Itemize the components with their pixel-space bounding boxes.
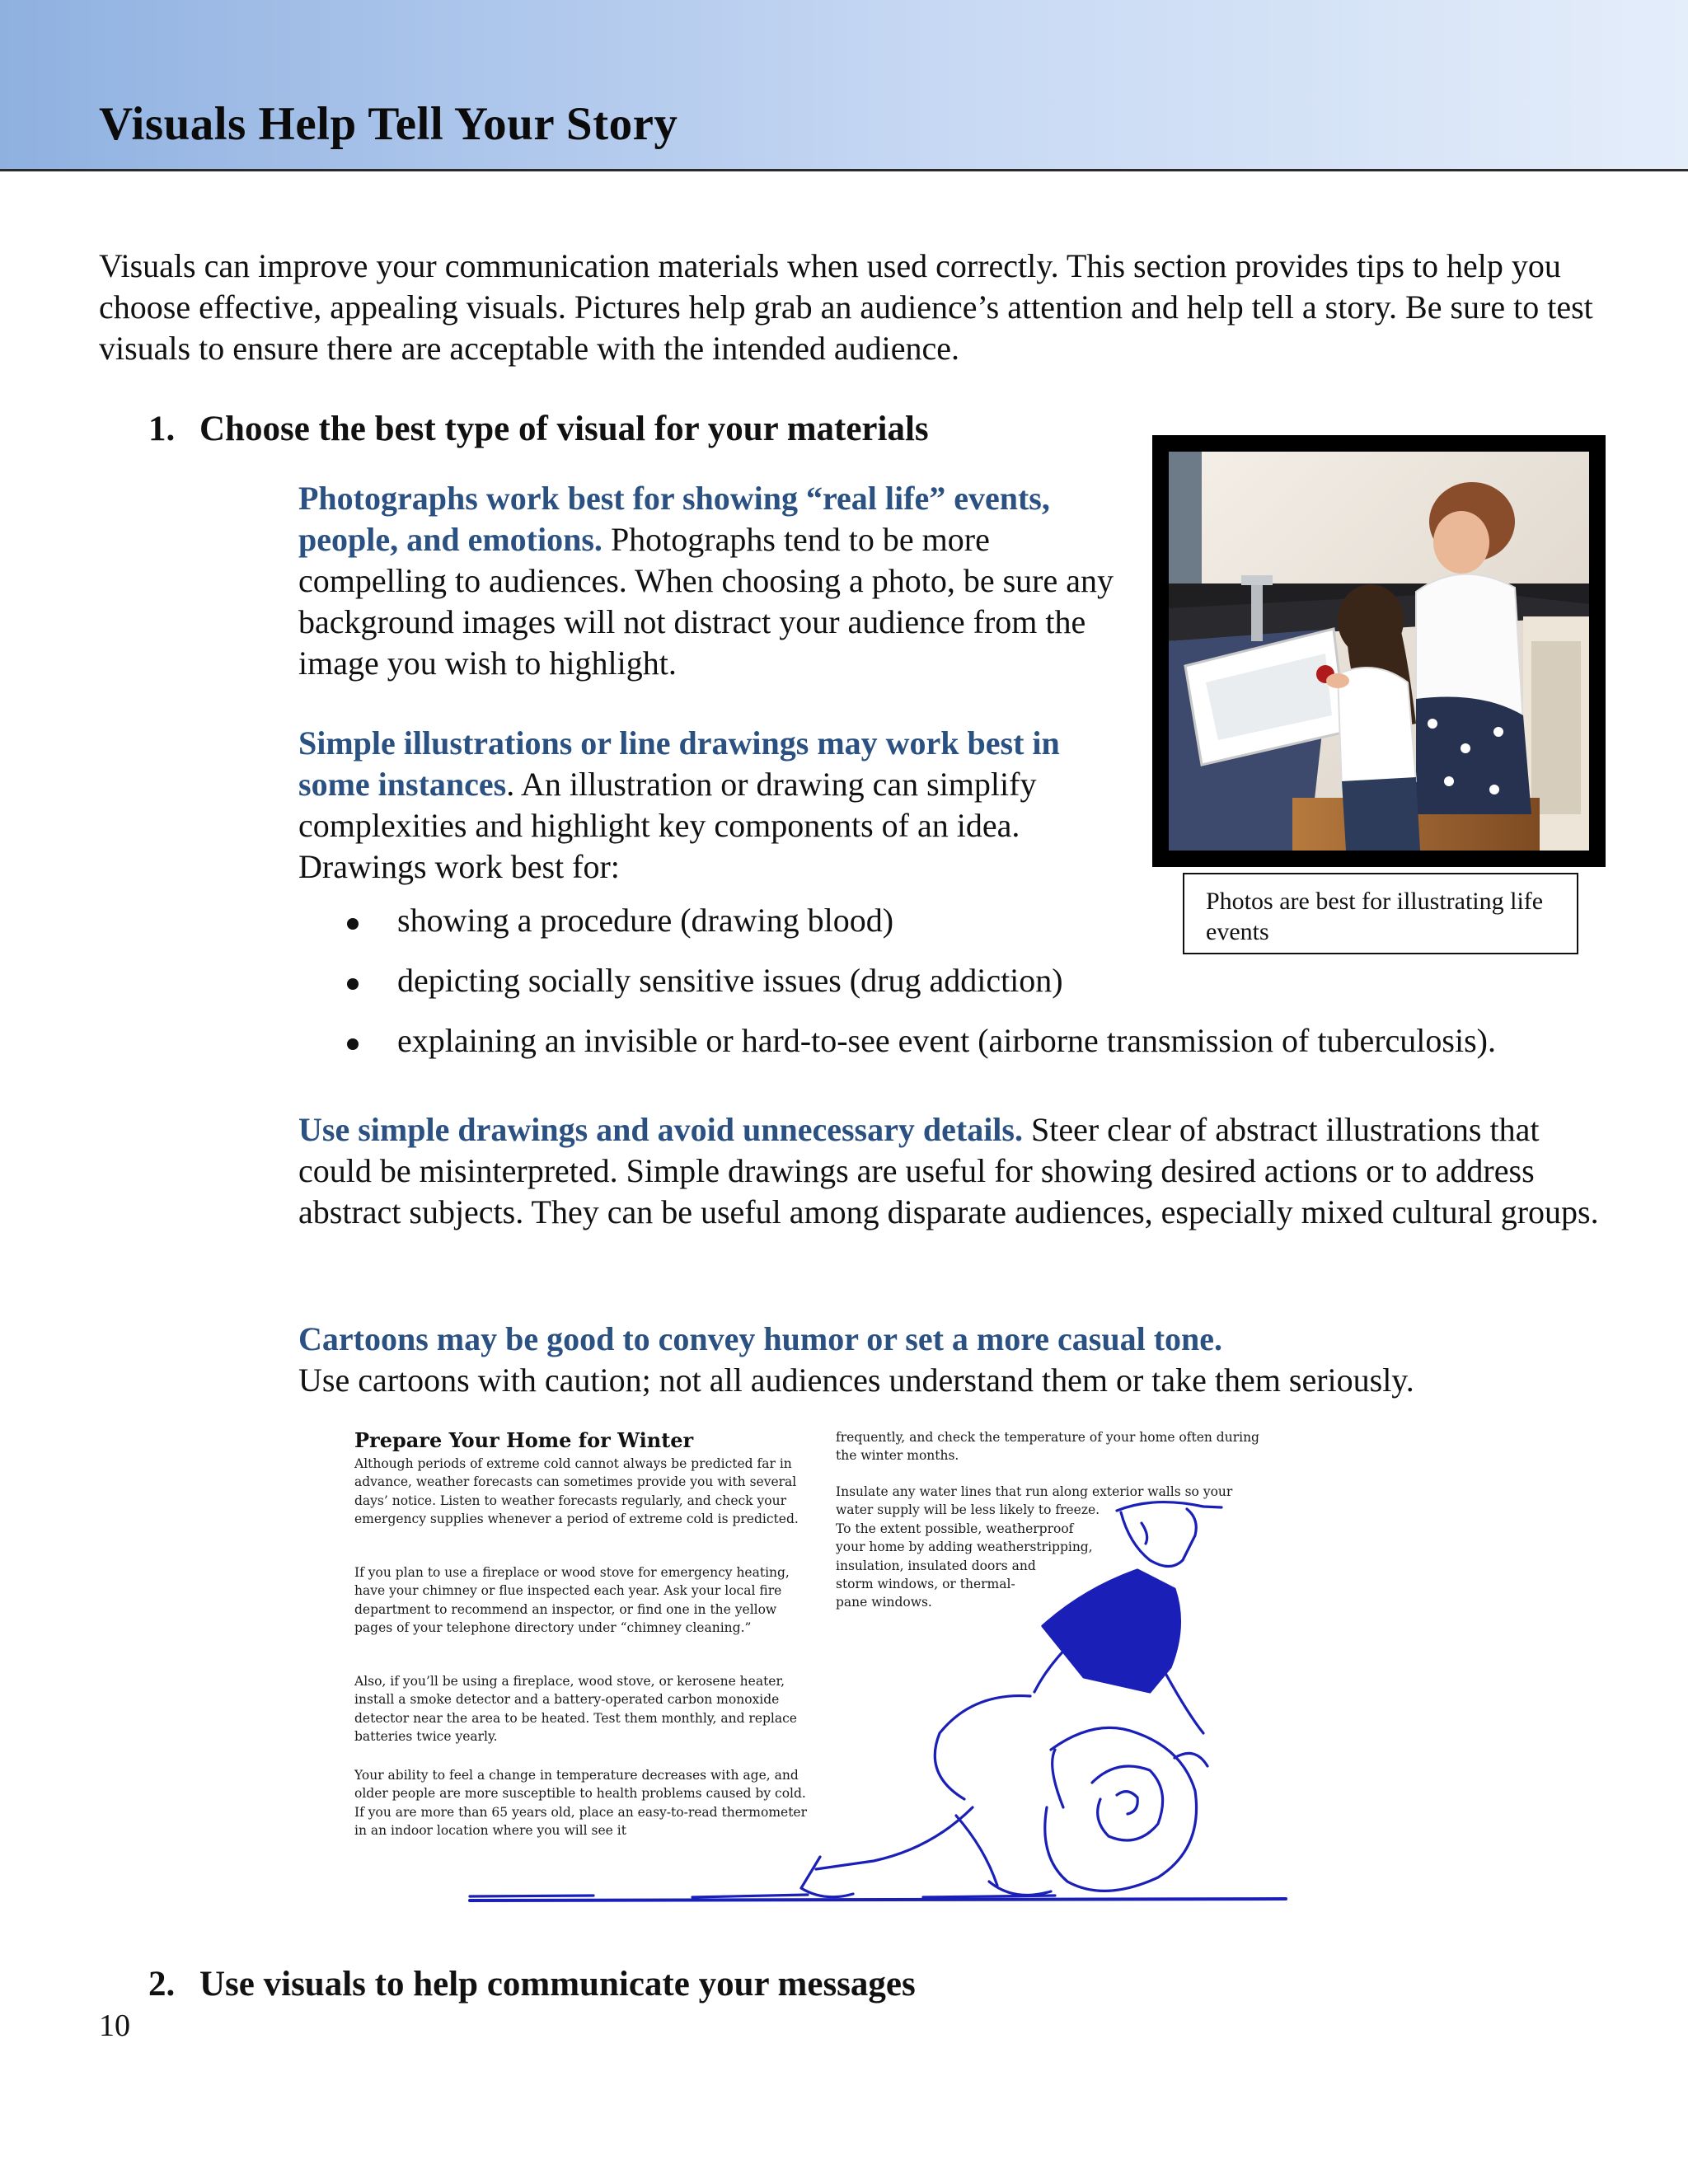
section-2-heading [148,1964,916,2004]
photo-caption: Photos are best for illustrating life events [1183,873,1578,954]
simple-drawings-paragraph [298,1109,1617,1233]
cartoons-paragraph [298,1319,1650,1401]
cartoons-body: Use cartoons with caution; not all audiences understand them or take them seriously. [298,1361,1414,1399]
simple-drawings-body: Steer clear of abstract illustrations that could be misinterpreted. Simple drawings are useful for showing desired actions or to address abstract subjects. They can be useful among disparate audiences, especially mixed cultural groups. [298,1111,1599,1230]
illustrations-body: . An illustration or drawing can simplify complexities and highlight key components of an idea. Drawings work best for: [298,766,1037,885]
section-1-number: 1. [148,410,176,448]
header-banner [0,0,1688,171]
illustrations-paragraph [298,723,1131,888]
photographs-lead: Photographs work best for showing “real life” events, people, and emotions. [298,480,1050,558]
section-2-title: Use visuals to help communicate your messages [199,1965,916,2004]
photographs-body: Photographs tend to be more compelling to audiences. When choosing a photo, be sure any background images will not distract your audience from the image you wish to highlight. [298,521,1114,682]
life-events-photo [1152,435,1606,867]
bullet-icon [347,978,359,990]
winter-cartoon-sample [346,1420,1294,1906]
cartoon-col1-p2: If you plan to use a fireplace or wood stove for emergency heating, have your chimney or flue inspected each year. Ask your local fire department to recommend an inspector, or find one in the yellow pages of your telephone directory under “chimney cleaning.” [354,1565,790,1636]
photo-image [1169,452,1589,851]
section-1-heading [148,409,929,449]
intro-paragraph: Visuals can improve your communication materials when used correctly. This section provides tips to help you choose effective, appealing visuals. Pictures help grab an audience’s attention and help tell a story. Be sure to test visuals to ensure there are acceptable with the intended audience. [99,247,1593,367]
cartoons-lead: Cartoons may be good to convey humor or set a more casual tone. [298,1320,1223,1357]
simple-drawings-lead: Use simple drawings and avoid unnecessary details. [298,1111,1023,1148]
cartoon-col1-p1: Although periods of extreme cold cannot always be predicted far in advance, weather forecasts can sometimes provide you with several days’ notice. Listen to weather forecasts regularly, and check your emergency supplies whenever a period of extreme cold is predicted. [354,1456,799,1527]
bullet-icon [347,918,359,930]
section-1-title: Choose the best type of visual for your materials [199,410,929,448]
list-item: showing a procedure (drawing blood) [298,900,1496,941]
list-item: explaining an invisible or hard-to-see event (airborne transmission of tuberculosis). [298,1020,1496,1062]
page-number: 10 [99,2008,130,2043]
photographs-paragraph [298,478,1131,684]
man-rolling-insulation-illustration [346,1420,1294,1906]
cartoon-col1-p4: Your ability to feel a change in temperature decreases with age, and older people are more susceptible to health problems caused by cold. If you are more than 65 years old, place an easy-to-read thermometer in an indoor location where you will see it [354,1768,808,1839]
bullet-icon [347,1038,359,1050]
illustrations-lead: Simple illustrations or line drawings may work best in some instances [298,724,1060,803]
page-title: Visuals Help Tell Your Story [99,98,678,150]
cartoon-col2-p1: frequently, and check the temperature of your home often during the winter months. [836,1430,1259,1464]
list-item: depicting socially sensitive issues (drug addiction) [298,960,1496,1001]
cartoon-col1-p3: Also, if you’ll be using a fireplace, wood stove, or kerosene heater, install a smoke detector and a battery-operated carbon monoxide detector near the area to be heated. Test them monthly, and replace batteries twice yearly. [354,1674,797,1745]
section-2-number: 2. [148,1965,176,2004]
cartoon-title: Prepare Your Home for Winter [354,1428,694,1452]
cartoon-col2-p2: Insulate any water lines that run along exterior walls so your water supply will be less likely to freeze. To the extent possible, weatherproof your home by adding weatherstripping, insulation, insulated doors and storm windows, or thermal- pane windows. [836,1484,1233,1610]
